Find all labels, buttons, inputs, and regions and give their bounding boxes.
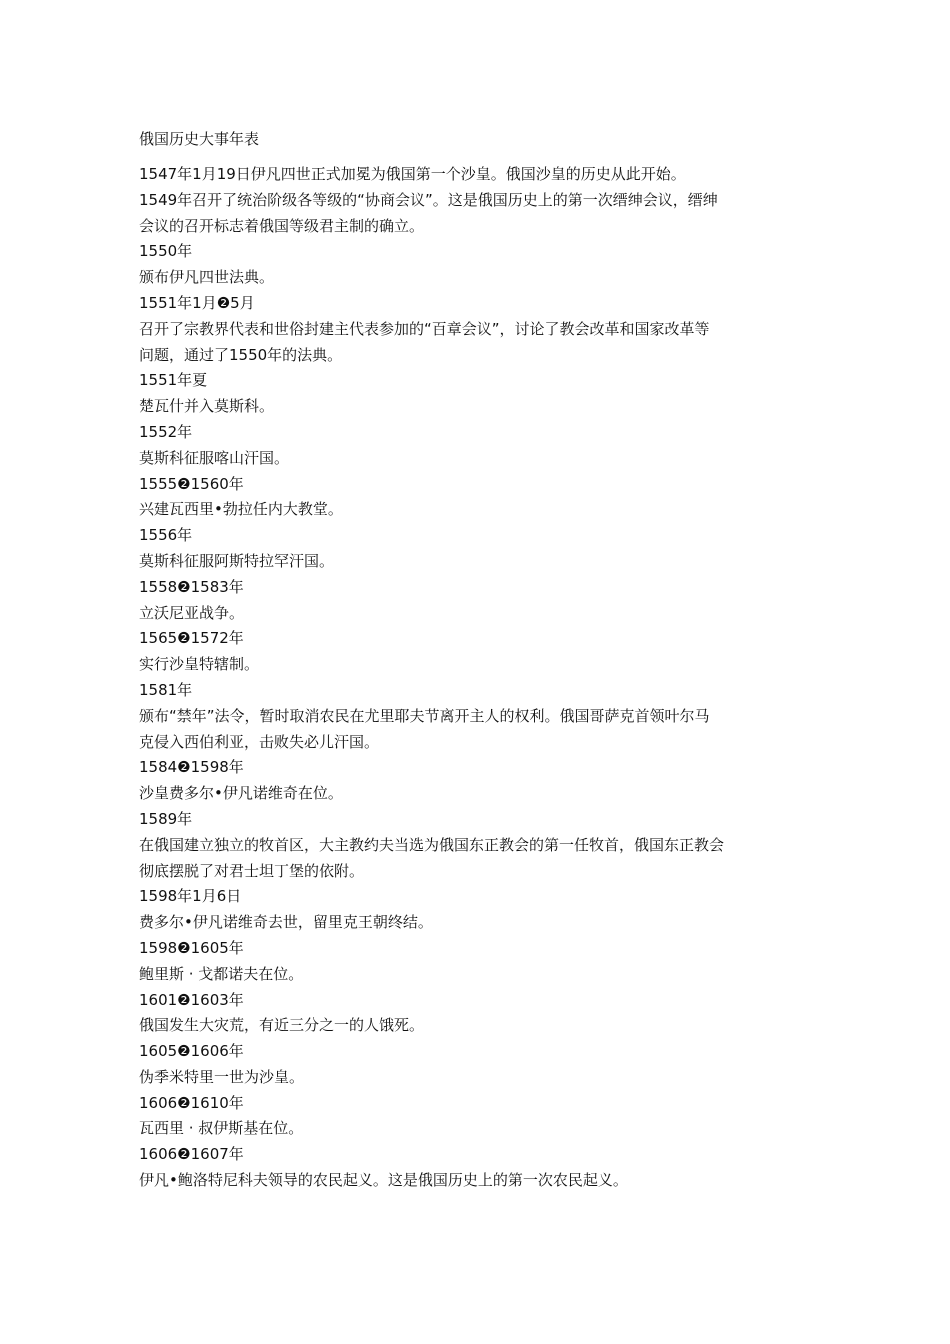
text-line: 楚瓦什并入莫斯科。 (139, 397, 275, 416)
text-line: 1551年1月❷5月 (139, 293, 255, 312)
text-line: 克侵入西伯利亚，击败失必儿汗国。 (139, 732, 380, 751)
text-line: 问题，通过了1550年的法典。 (139, 345, 343, 364)
text-line: 1601❷1603年 (139, 990, 244, 1009)
text-line: 伪季米特里一世为沙皇。 (139, 1067, 305, 1086)
text-line: 1581年 (139, 680, 193, 699)
text-line: 实行沙皇特辖制。 (139, 655, 260, 674)
text-line: 立沃尼亚战争。 (139, 603, 245, 622)
document-page (139, 128, 809, 1194)
text-line: 1551年夏 (139, 371, 208, 390)
document-body (139, 162, 809, 1194)
text-line: 1547年1月19日伊凡四世正式加冕为俄国第一个沙皇。俄国沙皇的历史从此开始。 (139, 165, 686, 183)
text-line: 1598❷1605年 (139, 938, 244, 957)
text-line: 1606❷1607年 (139, 1145, 244, 1164)
text-line: 颁布“禁年”法令，暂时取消农民在尤里耶夫节离开主人的权利。俄国哥萨克首领叶尔马 (139, 706, 710, 725)
text-line: 1565❷1572年 (139, 629, 244, 648)
text-line: 莫斯科征服阿斯特拉罕汗国。 (139, 551, 335, 570)
text-line: 召开了宗教界代表和世俗封建主代表参加的“百章会议”，讨论了教会改革和国家改革等 (139, 319, 710, 338)
text-line: 兴建瓦西里•勃拉任内大教堂。 (139, 500, 343, 519)
text-line: 1584❷1598年 (139, 758, 244, 777)
text-line: 鲍里斯 · 戈都诺夫在位。 (139, 964, 304, 983)
text-line: 1552年 (139, 422, 193, 441)
text-line: 瓦西里 · 叔伊斯基在位。 (139, 1119, 304, 1138)
text-line: 沙皇费多尔•伊凡诺维奇在位。 (139, 784, 343, 803)
text-line: 伊凡•鲍洛特尼科夫领导的农民起义。这是俄国历史上的第一次农民起义。 (139, 1171, 628, 1190)
text-line: 颁布伊凡四世法典。 (139, 268, 275, 287)
document-title: 俄国历史大事年表 (139, 130, 260, 148)
text-line: 费多尔•伊凡诺维奇去世，留里克王朝终结。 (139, 913, 433, 932)
text-line: 1558❷1583年 (139, 577, 244, 596)
text-line: 莫斯科征服喀山汗国。 (139, 448, 290, 467)
text-line: 在俄国建立独立的牧首区，大主教约夫当选为俄国东正教会的第一任牧首，俄国东正教会 (139, 835, 725, 854)
text-line: 俄国发生大灾荒，有近三分之一的人饿死。 (139, 1016, 425, 1035)
text-line: 彻底摆脱了对君士坦丁堡的依附。 (139, 861, 365, 880)
text-line: 会议的召开标志着俄国等级君主制的确立。 (139, 216, 425, 235)
text-line: 1606❷1610年 (139, 1093, 244, 1112)
text-line: 1555❷1560年 (139, 474, 244, 493)
text-line: 1549年召开了统治阶级各等级的“协商会议”。这是俄国历史上的第一次缙绅会议，缙绅 (139, 190, 718, 209)
text-line: 1556年 (139, 526, 193, 545)
text-line: 1589年 (139, 809, 193, 828)
text-line: 1550年 (139, 242, 193, 261)
text-line: 1605❷1606年 (139, 1042, 244, 1061)
text-line: 1598年1月6日 (139, 887, 242, 906)
